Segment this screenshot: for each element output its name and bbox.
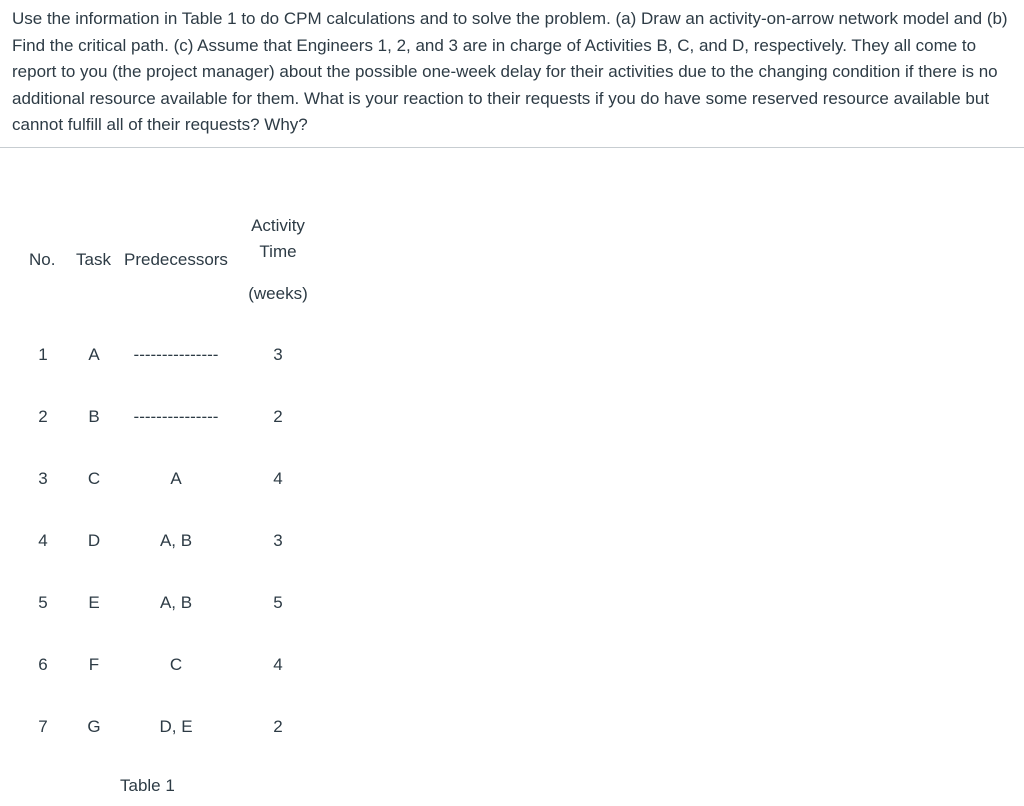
row-predecessors: A, B [159, 593, 193, 612]
header-activity-time-line3: (weeks) [248, 284, 308, 303]
header-activity-time-line1: Activity [251, 216, 305, 235]
row-time: 3 [273, 345, 283, 364]
row-time: 4 [273, 469, 283, 488]
row-time: 5 [273, 593, 283, 612]
row-predecessors: C [169, 655, 183, 674]
row-predecessors: A [170, 469, 182, 488]
table-caption: Table 1 [120, 776, 175, 795]
row-task: B [88, 407, 100, 426]
row-predecessors: A, B [159, 531, 193, 550]
row-no: 5 [38, 593, 48, 612]
row-no: 1 [38, 345, 48, 364]
row-predecessors: D, E [159, 717, 193, 736]
row-time: 2 [273, 407, 283, 426]
header-task: Task [76, 250, 111, 269]
row-task: G [87, 717, 101, 736]
table-row [0, 717, 340, 741]
row-no: 7 [38, 717, 48, 736]
header-no: No. [29, 250, 56, 269]
row-no: 3 [38, 469, 48, 488]
row-predecessors: --------------- [133, 407, 219, 426]
row-task: F [88, 655, 100, 674]
row-time: 3 [273, 531, 283, 550]
header-predecessors: Predecessors [124, 250, 228, 269]
row-task: E [88, 593, 100, 612]
row-task: A [88, 345, 100, 364]
row-time: 4 [273, 655, 283, 674]
row-time: 2 [273, 717, 283, 736]
row-no: 6 [38, 655, 48, 674]
table-row [0, 531, 340, 555]
row-no: 2 [38, 407, 48, 426]
row-task: C [87, 469, 101, 488]
table-row [0, 593, 340, 617]
row-no: 4 [38, 531, 48, 550]
table-row [0, 469, 340, 493]
header-activity-time-line2: Time [259, 242, 297, 261]
row-task: D [87, 531, 101, 550]
table-row [0, 407, 340, 431]
table-row [0, 345, 340, 369]
row-predecessors: --------------- [133, 345, 219, 364]
divider [0, 147, 1024, 148]
question-text: Use the information in Table 1 to do CPM calculations and to solve the problem. (a) Draw an activity-on-arrow network model and (b) Find the critical path. (c) Assume that Engineers 1, 2, and 3 are in charge of Activities B, C, and D, respectively. They all come to report to you (the project manager) about the possible one-week delay for their activities due to the changing condition if there is no additional resource available for them. What is your reaction to their requests if you do have some reserved resource available but cannot fulfill all of their requests? Why? [12, 9, 1008, 135]
table-row [0, 655, 340, 679]
